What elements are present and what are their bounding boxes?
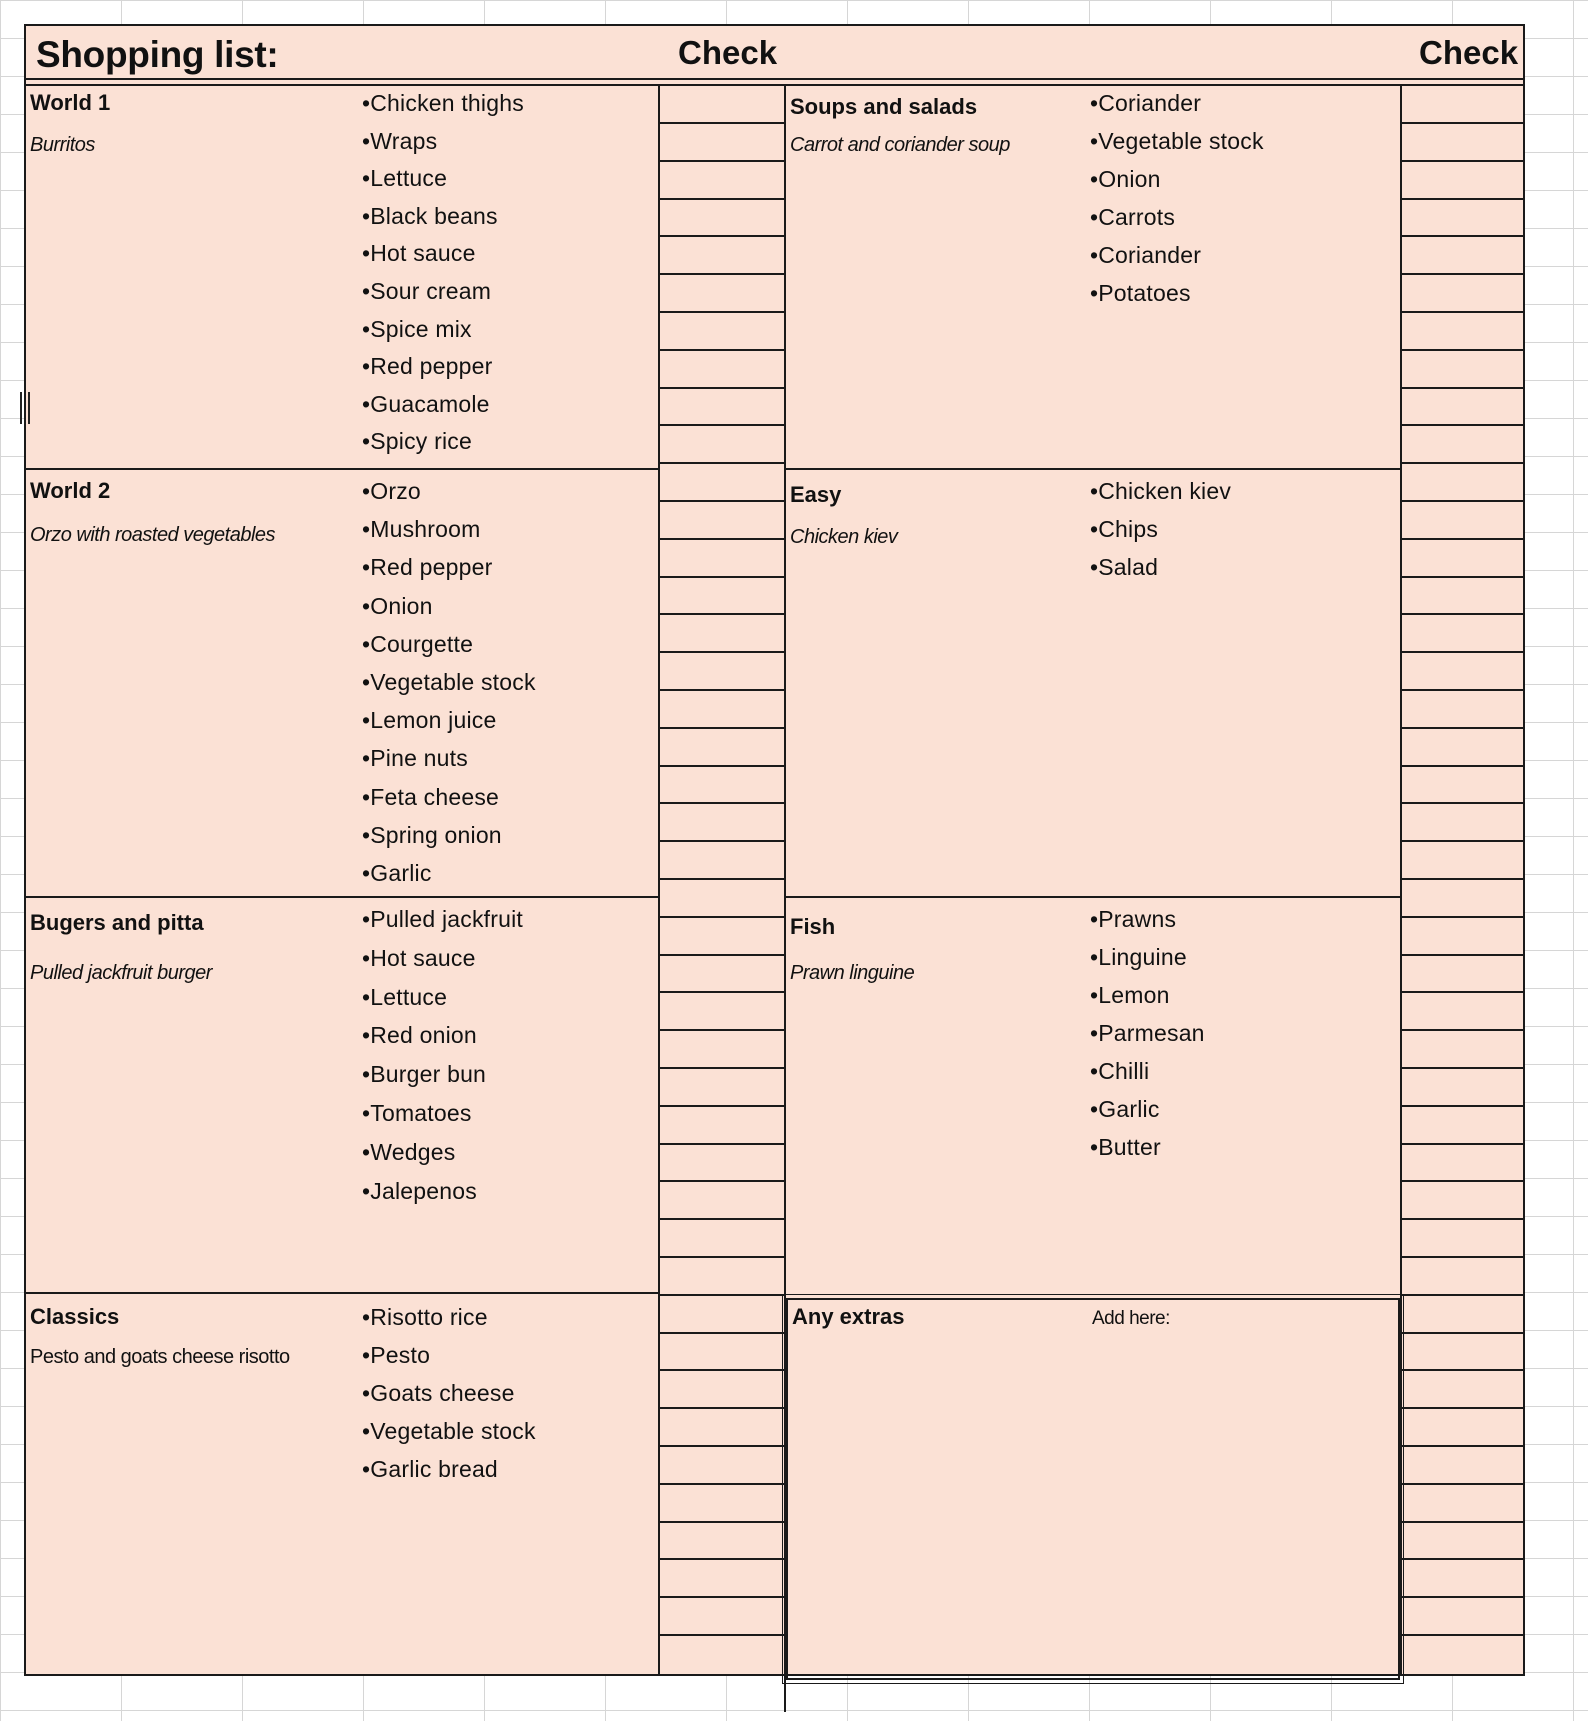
check-box-cell[interactable] — [1402, 918, 1523, 954]
shopping-list-sheet — [24, 24, 1525, 1676]
text-cursor-icon — [20, 392, 30, 424]
shopping-item: •Coriander — [1090, 242, 1202, 268]
shopping-item: •Linguine — [1090, 944, 1187, 970]
check-box-cell[interactable] — [1402, 993, 1523, 1029]
check-box-cell[interactable] — [660, 804, 784, 840]
shopping-item: •Onion — [362, 592, 433, 619]
check-box-cell[interactable] — [1402, 1069, 1523, 1105]
shopping-item: •Mushroom — [362, 516, 481, 543]
shopping-item: •Hot sauce — [362, 240, 476, 267]
shopping-item: •Goats cheese — [362, 1380, 515, 1406]
shopping-item: •Potatoes — [1090, 280, 1191, 306]
check-box-cell[interactable] — [660, 389, 784, 425]
check-box-cell[interactable] — [1402, 729, 1523, 765]
shopping-item: •Pesto — [362, 1342, 431, 1368]
check-column-header-right: Check — [1419, 34, 1519, 71]
category-easy: Easy — [790, 482, 842, 507]
shopping-item: •Lettuce — [362, 165, 448, 192]
check-box-cell[interactable] — [1402, 578, 1523, 614]
check-box-cell[interactable] — [660, 1371, 784, 1407]
check-box-cell[interactable] — [1402, 200, 1523, 236]
check-box-cell[interactable] — [1402, 540, 1523, 576]
shopping-item: •Red pepper — [362, 554, 493, 581]
check-box-cell[interactable] — [660, 1334, 784, 1370]
check-box-cell[interactable] — [1402, 1220, 1523, 1256]
recipe-world2: Orzo with roasted vegetables — [30, 524, 276, 546]
recipe-world1: Burritos — [30, 134, 95, 156]
recipe-easy: Chicken kiev — [790, 526, 898, 548]
check-box-cell[interactable] — [660, 1145, 784, 1181]
shopping-item: •Chicken thighs — [362, 90, 524, 116]
check-box-cell[interactable] — [1402, 313, 1523, 349]
recipe-soups: Carrot and coriander soup — [790, 134, 1010, 156]
shopping-item: •Guacamole — [362, 390, 490, 417]
check-box-cell[interactable] — [660, 124, 784, 160]
check-box-cell[interactable] — [660, 880, 784, 916]
check-box-cell[interactable] — [660, 729, 784, 765]
shopping-item: •Garlic — [362, 860, 432, 886]
category-fish: Fish — [790, 914, 836, 939]
check-box-cell[interactable] — [660, 502, 784, 538]
check-box-cell[interactable] — [1402, 1107, 1523, 1143]
check-box-cell[interactable] — [660, 1485, 784, 1521]
check-box-cell[interactable] — [1402, 124, 1523, 160]
shopping-item: •Vegetable stock — [362, 1418, 536, 1444]
check-box-cell[interactable] — [1402, 1409, 1523, 1445]
check-box-cell[interactable] — [1402, 880, 1523, 916]
check-box-cell[interactable] — [1402, 162, 1523, 198]
shopping-item: •Carrots — [1090, 204, 1176, 230]
category-extras: Any extras — [792, 1304, 905, 1329]
check-box-cell[interactable] — [1402, 275, 1523, 311]
check-box-cell[interactable] — [660, 426, 784, 462]
check-box-cell[interactable] — [1402, 1447, 1523, 1483]
shopping-item: •Parmesan — [1090, 1020, 1205, 1046]
check-box-cell[interactable] — [1402, 842, 1523, 878]
shopping-item: •Vegetable stock — [1090, 128, 1264, 154]
recipe-classics: Pesto and goats cheese risotto — [30, 1346, 290, 1368]
shopping-item: •Wedges — [362, 1138, 456, 1165]
check-box-cell[interactable] — [1402, 691, 1523, 727]
category-soups: Soups and salads — [790, 94, 978, 119]
check-box-cell[interactable] — [660, 615, 784, 651]
check-box-cell[interactable] — [1402, 426, 1523, 462]
check-box-cell[interactable] — [660, 1182, 784, 1218]
check-box-cell[interactable] — [1402, 86, 1523, 122]
shopping-item: •Sour cream — [362, 278, 492, 304]
check-box-cell[interactable] — [660, 1598, 784, 1634]
check-box-cell[interactable] — [1402, 1296, 1523, 1332]
shopping-item: •Tomatoes — [362, 1100, 472, 1126]
check-box-cell[interactable] — [1402, 1258, 1523, 1294]
check-box-cell[interactable] — [1402, 1523, 1523, 1559]
shopping-item: •Feta cheese — [362, 783, 500, 810]
check-box-cell[interactable] — [660, 993, 784, 1029]
check-box-cell[interactable] — [660, 1409, 784, 1445]
check-box-cell[interactable] — [660, 578, 784, 614]
check-box-cell[interactable] — [1402, 1485, 1523, 1521]
shopping-item: •Jalepenos — [362, 1177, 477, 1204]
check-box-cell[interactable] — [660, 842, 784, 878]
page-title: Shopping list: — [36, 34, 279, 75]
recipe-burgers: Pulled jackfruit burger — [30, 962, 212, 984]
extras-box[interactable] — [786, 1298, 1400, 1680]
shopping-item: •Coriander — [1090, 90, 1202, 116]
shopping-item: •Prawns — [1090, 906, 1177, 932]
check-box-cell[interactable] — [660, 1447, 784, 1483]
category-world2: World 2 — [30, 478, 111, 503]
check-box-cell[interactable] — [660, 1069, 784, 1105]
shopping-item: •Spring onion — [362, 821, 502, 848]
check-box-cell[interactable] — [1402, 464, 1523, 500]
shopping-item: •Burger bun — [362, 1061, 487, 1088]
check-cell-line — [1402, 1634, 1523, 1636]
header-divider — [26, 78, 1523, 80]
check-box-cell[interactable] — [660, 540, 784, 576]
shopping-item: •Garlic — [1090, 1096, 1160, 1122]
shopping-item: •Vegetable stock — [362, 669, 536, 695]
check-box-cell[interactable] — [1402, 1334, 1523, 1370]
shopping-item: •Black beans — [362, 202, 498, 229]
check-box-cell[interactable] — [1402, 1371, 1523, 1407]
shopping-item: •Chips — [1090, 516, 1159, 542]
shopping-item: •Pulled jackfruit — [362, 906, 524, 932]
shopping-item: •Chilli — [1090, 1058, 1150, 1084]
shopping-item: •Spicy rice — [362, 428, 472, 455]
check-box-cell[interactable] — [660, 918, 784, 954]
shopping-item: •Garlic bread — [362, 1456, 498, 1482]
check-box-cell[interactable] — [660, 237, 784, 273]
check-box-cell[interactable] — [1402, 502, 1523, 538]
check-box-cell[interactable] — [660, 1258, 784, 1294]
category-burgers: Bugers and pitta — [30, 910, 204, 935]
check-box-cell[interactable] — [660, 86, 784, 122]
recipe-fish: Prawn linguine — [790, 962, 915, 984]
check-box-cell[interactable] — [660, 200, 784, 236]
check-cell-line — [660, 1634, 784, 1636]
check-box-cell[interactable] — [660, 1107, 784, 1143]
check-box-cell[interactable] — [660, 162, 784, 198]
check-box-cell[interactable] — [1402, 1182, 1523, 1218]
section-divider — [26, 468, 660, 470]
section-divider — [26, 896, 660, 898]
shopping-item: •Lemon — [1090, 982, 1170, 1008]
category-classics: Classics — [30, 1304, 120, 1329]
shopping-item: •Onion — [1090, 166, 1161, 192]
check-box-cell[interactable] — [1402, 767, 1523, 803]
check-box-cell[interactable] — [660, 956, 784, 992]
shopping-item: •Risotto rice — [362, 1304, 488, 1330]
shopping-item: •Orzo — [362, 478, 421, 504]
shopping-item: •Lettuce — [362, 983, 448, 1010]
check-box-cell[interactable] — [660, 1523, 784, 1559]
section-divider — [784, 896, 1402, 898]
check-box-cell[interactable] — [1402, 653, 1523, 689]
check-box-cell[interactable] — [660, 653, 784, 689]
shopping-item: •Lemon juice — [362, 707, 497, 734]
check-box-cell[interactable] — [660, 464, 784, 500]
category-world1: World 1 — [30, 90, 111, 115]
shopping-item: •Red onion — [362, 1022, 477, 1049]
check-box-cell[interactable] — [1402, 237, 1523, 273]
check-box-cell[interactable] — [660, 767, 784, 803]
check-box-cell[interactable] — [1402, 1598, 1523, 1634]
section-divider — [26, 1292, 660, 1294]
column-border-tail — [784, 1676, 786, 1712]
shopping-item: •Salad — [1090, 554, 1159, 580]
shopping-item: •Chicken kiev — [1090, 478, 1232, 504]
check-box-cell[interactable] — [1402, 1560, 1523, 1596]
check-box-cell[interactable] — [660, 275, 784, 311]
check-box-cell[interactable] — [1402, 389, 1523, 425]
shopping-item: •Wraps — [362, 127, 438, 154]
shopping-item: •Hot sauce — [362, 944, 476, 971]
check-box-cell[interactable] — [660, 1296, 784, 1332]
check-box-cell[interactable] — [1402, 615, 1523, 651]
check-box-cell[interactable] — [1402, 1031, 1523, 1067]
check-box-cell[interactable] — [660, 691, 784, 727]
check-column-header-left: Check — [678, 34, 778, 71]
check-box-cell[interactable] — [1402, 351, 1523, 387]
check-box-cell[interactable] — [660, 1560, 784, 1596]
check-box-cell[interactable] — [1402, 1145, 1523, 1181]
check-box-cell[interactable] — [660, 1220, 784, 1256]
shopping-item: •Spice mix — [362, 315, 472, 342]
check-box-cell[interactable] — [660, 313, 784, 349]
shopping-item: •Red pepper — [362, 353, 493, 380]
shopping-item: •Pine nuts — [362, 745, 468, 772]
check-box-cell[interactable] — [660, 351, 784, 387]
check-box-cell[interactable] — [660, 1031, 784, 1067]
shopping-item: •Butter — [1090, 1134, 1161, 1160]
check-box-cell[interactable] — [1402, 804, 1523, 840]
check-box-cell[interactable] — [1402, 956, 1523, 992]
extras-prompt: Add here: — [1092, 1308, 1170, 1329]
section-divider — [784, 468, 1402, 470]
shopping-item: •Courgette — [362, 630, 474, 657]
